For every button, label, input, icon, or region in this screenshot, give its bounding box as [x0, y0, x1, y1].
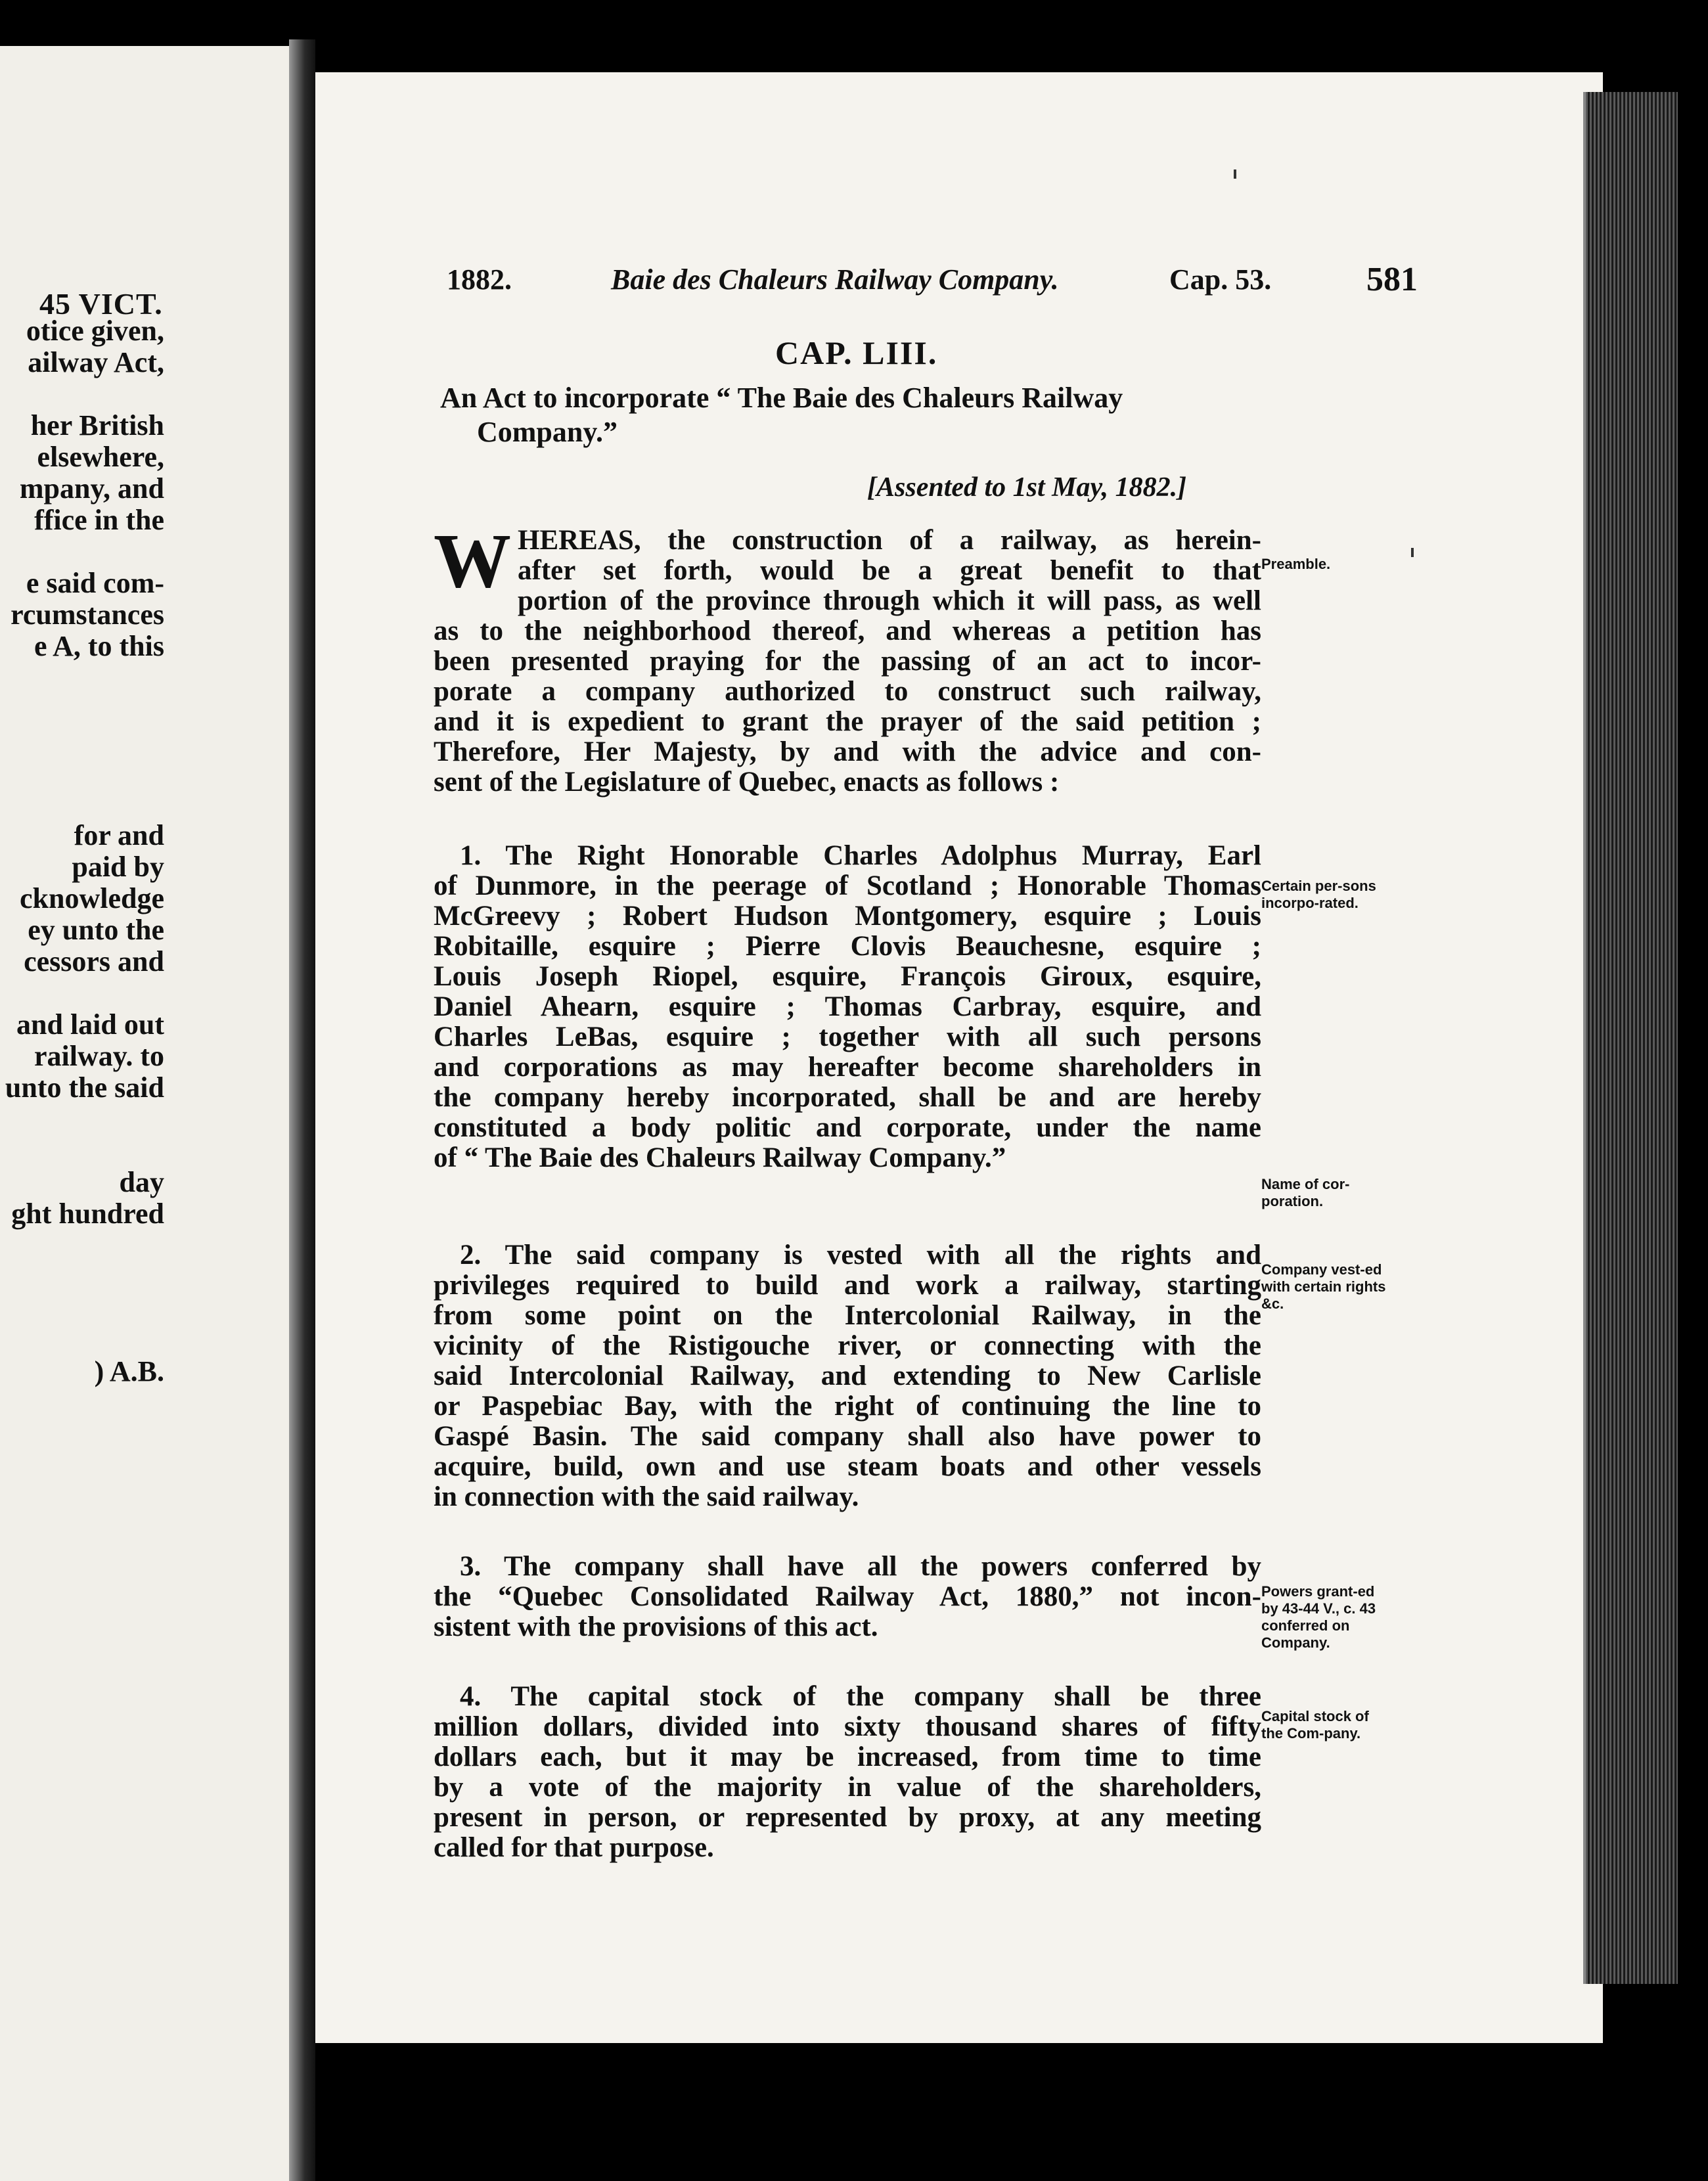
- section-number: 4.: [460, 1681, 511, 1712]
- left-page-line: ght hundred: [11, 1198, 164, 1230]
- left-page-line: e said com-: [26, 568, 164, 599]
- drop-cap: W: [434, 518, 511, 604]
- section-line-text: The capital stock of the company shall be three: [510, 1681, 1261, 1712]
- section-line: [434, 1682, 1261, 1712]
- section-line: Louis Joseph Riopel, esquire, François Giroux, esquire,: [434, 961, 1261, 992]
- section-line: present in person, or represented by proxy, at any meeting: [434, 1802, 1261, 1833]
- section-line: million dollars, divided into sixty thousand shares of fifty: [434, 1711, 1261, 1742]
- section-line: and corporations as may hereafter become shareholders in: [434, 1052, 1261, 1083]
- section-line: Gaspé Basin. The said company shall also have power to: [434, 1421, 1261, 1452]
- left-page-line: paid by: [72, 851, 164, 883]
- left-page-line: [0, 536, 164, 568]
- section-line: [434, 1240, 1261, 1270]
- section-line: constituted a body politic and corporate, under the name: [434, 1112, 1261, 1143]
- section-line: in connection with the said railway.: [434, 1481, 859, 1512]
- section-line: vicinity of the Ristigouche river, or connecting with the: [434, 1330, 1261, 1361]
- section-line: or Paspebiac Bay, with the right of continuing the line to: [434, 1391, 1261, 1422]
- preamble-line: and it is expedient to grant the prayer of the said petition ;: [434, 706, 1261, 737]
- section-line-text: The Right Honorable Charles Adolphus Murray, Earl: [505, 840, 1261, 871]
- left-page-line: [0, 1135, 164, 1167]
- left-page-line: day: [119, 1167, 164, 1198]
- act-title-line: Company.”: [477, 416, 618, 448]
- section-line: acquire, build, own and use steam boats and other vessels: [434, 1451, 1261, 1482]
- running-head: [447, 263, 1432, 302]
- section-line: sistent with the provisions of this act.: [434, 1611, 878, 1642]
- preamble: [434, 518, 1261, 798]
- section-line: privileges required to build and work a railway, starting: [434, 1270, 1261, 1301]
- left-page-text: [0, 315, 164, 1387]
- section-number: 2.: [460, 1240, 505, 1270]
- section-1: [434, 841, 1261, 1173]
- section-line: from some point on the Intercolonial Railway, in the: [434, 1300, 1261, 1331]
- preamble-line: HEREAS, the construction of a railway, as herein-: [518, 525, 1261, 556]
- left-page-line: [0, 725, 164, 757]
- left-page-line: cknowledge: [20, 883, 164, 914]
- section-line: said Intercolonial Railway, and extending to New Carlisle: [434, 1360, 1261, 1391]
- section-line: the company hereby incorporated, shall be and are hereby: [434, 1082, 1261, 1113]
- section-line: of “ The Baie des Chaleurs Railway Company.”: [434, 1142, 1006, 1173]
- left-page-line: ffice in the: [34, 505, 164, 536]
- margin-note-name: Name of cor-poration.: [1261, 1176, 1350, 1209]
- running-head-year: 1882.: [447, 263, 512, 296]
- section-3: [434, 1552, 1261, 1642]
- left-page-line: [0, 1104, 164, 1135]
- preamble-line: portion of the province through which it will pass, as well: [518, 585, 1261, 616]
- margin-note-preamble: Preamble.: [1261, 556, 1331, 572]
- margin-note-rights: Company vest-ed with certain rights &c.: [1261, 1261, 1386, 1312]
- section-line: [434, 1552, 1261, 1582]
- left-page-line: [0, 1261, 164, 1293]
- section-line: dollars each, but it may be increased, from time to time: [434, 1742, 1261, 1772]
- section-4: [434, 1682, 1261, 1863]
- scan-speck: [1234, 169, 1236, 179]
- assent-date: [Assented to 1st May, 1882.]: [867, 472, 1187, 503]
- left-page-line: cessors and: [24, 946, 164, 978]
- preamble-line: been presented praying for the passing of an act to incor-: [434, 646, 1261, 677]
- left-page-line: otice given,: [26, 315, 164, 347]
- left-page-line: e A, to this: [34, 631, 164, 662]
- margin-note-incorporation: Certain per-sons incorpo-rated.: [1261, 878, 1376, 911]
- chapter-heading: CAP. LIII.: [775, 334, 938, 371]
- left-page-line: elsewhere,: [37, 441, 164, 473]
- section-number: 3.: [460, 1551, 505, 1582]
- left-page-line: ) A.B.: [94, 1356, 164, 1387]
- left-running-head: 45 VICT.: [39, 287, 163, 321]
- section-line: Daniel Ahearn, esquire ; Thomas Carbray, esquire, and: [434, 991, 1261, 1022]
- book-gutter: [289, 39, 315, 2181]
- left-page-line: [0, 788, 164, 820]
- section-line-text: The company shall have all the powers conferred by: [504, 1551, 1261, 1582]
- section-2: [434, 1240, 1261, 1512]
- left-page-line: [0, 1324, 164, 1356]
- section-line: the “Quebec Consolidated Railway Act, 1880,” not incon-: [434, 1581, 1261, 1612]
- left-page-line: rcumstances: [11, 599, 164, 631]
- left-page-line: [0, 378, 164, 410]
- left-page-line: railway. to: [34, 1041, 164, 1072]
- left-page-line: [0, 662, 164, 694]
- preamble-line: after set forth, would be a great benefit to that: [518, 555, 1261, 586]
- left-page-line: mpany, and: [19, 473, 164, 505]
- act-title: [440, 381, 1294, 449]
- left-page-line: and laid out: [16, 1009, 164, 1041]
- preamble-line: as to the neighborhood thereof, and whereas a petition has: [434, 616, 1261, 646]
- left-page-line: [0, 1293, 164, 1324]
- section-line-text: The said company is vested with all the rights and: [505, 1240, 1261, 1270]
- left-facing-page: [0, 46, 309, 2181]
- running-head-chapter: Cap. 53.: [1169, 263, 1272, 296]
- page-edges: [1583, 92, 1678, 1984]
- left-page-line: [0, 757, 164, 788]
- section-number: 1.: [460, 840, 506, 871]
- margin-note-powers: Powers grant-ed by 43-44 V., c. 43 conferred on Company.: [1261, 1583, 1376, 1651]
- margin-note-capital: Capital stock of the Com-pany.: [1261, 1708, 1369, 1742]
- section-line: by a vote of the majority in value of the shareholders,: [434, 1772, 1261, 1803]
- preamble-line: porate a company authorized to construct such railway,: [434, 676, 1261, 707]
- left-page-line: her British: [30, 410, 164, 441]
- left-page-line: for and: [74, 820, 164, 851]
- left-page-line: [0, 1230, 164, 1261]
- page-number: 581: [1366, 261, 1418, 298]
- section-line: Robitaille, esquire ; Pierre Clovis Beauchesne, esquire ;: [434, 931, 1261, 962]
- scan-speck: [1411, 548, 1414, 557]
- left-page-line: ey unto the: [28, 914, 164, 946]
- running-head-title: Baie des Chaleurs Railway Company.: [611, 263, 1059, 296]
- section-line: Charles LeBas, esquire ; together with all such persons: [434, 1022, 1261, 1052]
- section-line: [434, 841, 1261, 871]
- section-line: McGreevy ; Robert Hudson Montgomery, esquire ; Louis: [434, 901, 1261, 932]
- section-line: called for that purpose.: [434, 1832, 714, 1863]
- left-page-line: [0, 694, 164, 725]
- left-page-line: unto the said: [5, 1072, 164, 1104]
- left-page-line: ailway Act,: [28, 347, 164, 378]
- section-line: of Dunmore, in the peerage of Scotland ; Honorable Thomas: [434, 870, 1261, 901]
- preamble-line: sent of the Legislature of Quebec, enacts as follows :: [434, 767, 1060, 798]
- act-title-line: An Act to incorporate “ The Baie des Chaleurs Railway: [440, 382, 1123, 414]
- preamble-line: Therefore, Her Majesty, by and with the advice and con-: [434, 736, 1261, 767]
- left-page-line: [0, 978, 164, 1009]
